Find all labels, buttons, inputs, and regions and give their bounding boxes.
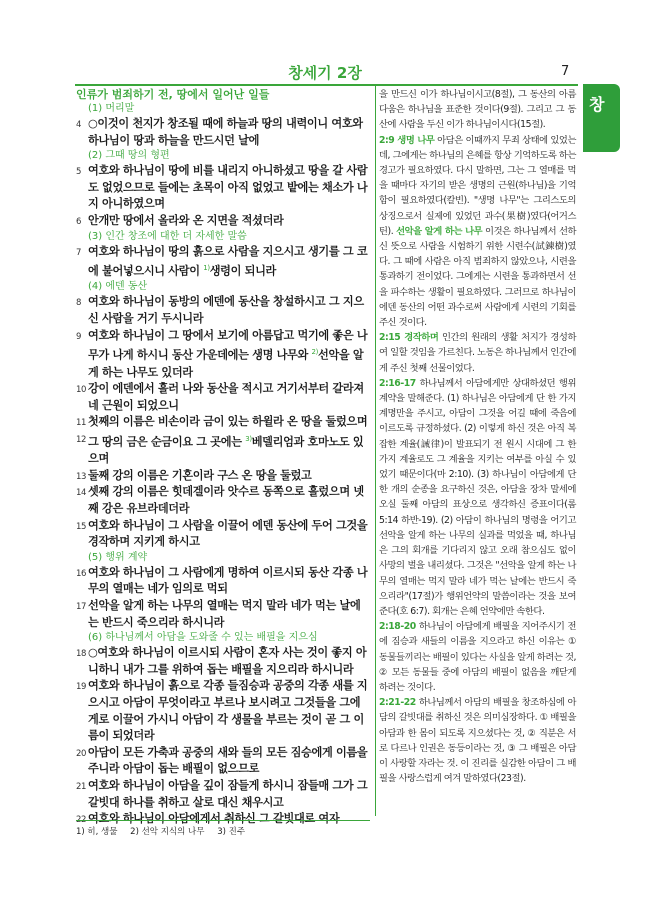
verse-text: 여호와 하나님이 동방의 에덴에 동산을 창설하시고 그 지으신 사람을 거기 두시니라 xyxy=(88,295,364,326)
verse-number: 17 xyxy=(76,602,87,613)
footnote: 1) 히, 생물 xyxy=(76,827,118,837)
verse-text: 둘째 강의 이름은 기혼이라 구스 온 땅을 둘렀고 xyxy=(88,468,312,482)
verse-number: 6 xyxy=(76,216,82,227)
verse-number: 13 xyxy=(76,471,87,482)
verse-7 xyxy=(76,244,370,281)
verse-number: 10 xyxy=(76,385,87,396)
verse-number: 16 xyxy=(76,568,87,579)
verse-13 xyxy=(76,468,370,485)
page-title: 창세기 2장 xyxy=(288,64,362,82)
verse-number: 14 xyxy=(76,488,87,499)
verse-text: 안개만 땅에서 올라와 온 지면을 적셨더라 xyxy=(88,213,284,227)
verse-14 xyxy=(76,484,370,517)
verse-21 xyxy=(76,778,370,811)
verse-17 xyxy=(76,598,370,631)
commentary-text: 하나님께서 아담에게만 상대하셨던 행위 계약을 말해준다. (1) 하나님은 아담에게 단 한 가지 계명만을 주시고, 아담이 그것을 어길 때에 죽음에 이르도록 규정하셨다. (2) 이렇게 하신 것은 아직 복잡한 계율(誡律)이 발표되기 전 원시 시대에 그 한 가지 계율로도 그 계율을 지키는 여부를 아실 수 있었기 때문이다(마 2:10). (3) 하나님이 아담에게 단 한 개의 순종을 요구하신 것은, 아담을 장차 말세에 오실 둘째 아담의 표상으로 생각하신 증표이다(롬 5:14 하반-19). (2) 아담이 하나님의 명령을 어기고 선악을 알게 하는 나무의 실과를 먹었을 때, 하나님은 그의 회개를 기다리지 않고 오래 참으심도 없이 사망의 벌을 내리셨다. 그것은 "선악을 알게 하는 나무의 열매는 먹지 말라 네가 먹는 날에는 반드시 죽으리라"(17절)가 행위언약의 말씀이라는 것을 보여준다(호 6:7). 회개는 은혜 언약에만 속한다. xyxy=(379,377,576,617)
verse-6 xyxy=(76,213,370,230)
commentary-column xyxy=(379,87,576,786)
footnote: 2) 선악 지식의 나무 xyxy=(130,827,205,837)
verse-text: 선악을 알게 하는 나무도 있더라 xyxy=(88,349,364,379)
commentary-heading: 2:18-20 xyxy=(379,621,416,633)
commentary-paragraph xyxy=(379,695,576,786)
commentary-paragraph xyxy=(379,376,576,619)
subheading: (4) 에덴 동산 xyxy=(88,281,148,293)
verse-text: 여호와 하나님이 아담을 깊이 잠들게 하시니 잠들매 그가 그 갈빗대 하나를 취하고 살로 대신 채우시고 xyxy=(88,778,368,809)
header-rule xyxy=(75,84,578,86)
commentary-text: 이것은 하나님께서 선하신 뜻으로 사람을 시험하기 위한 시련수(試鍊樹)였다. 그 때에 사람은 아직 범죄하지 않았으나, 시련을 통과하기 전이었다. 그에게는 시련을 통과하면서 선을 파수하는 생활이 필요하였다. 그러므로 하나님이 에덴 동산의 어떤 과수로써 사람에게 시련의 기회를 주신 것이다. xyxy=(379,225,577,329)
verse-19 xyxy=(76,678,370,744)
verse-number: 21 xyxy=(76,781,87,792)
footnote-marker[interactable]: 2) xyxy=(311,348,319,357)
verse-text: 첫째의 이름은 비손이라 금이 있는 하윌라 온 땅을 둘렀으며 xyxy=(88,415,368,429)
verse-number: 11 xyxy=(76,418,87,429)
verse-number: 12 xyxy=(76,434,87,445)
verse-text: 여호와 하나님이 땅에 비를 내리지 아니하셨고 땅을 갈 사람도 없었으므로 들에는 초목이 아직 없었고 밭에는 채소가 나지 아니하였으며 xyxy=(88,164,368,211)
verse-text: 여호와 하나님이 흙으로 각종 들짐승과 공중의 각종 새를 지으시고 아담이 무엇이라고 부르나 보시려고 그것들을 그에게로 이끌어 가시니 아담이 각 생물을 부르는 것이 곧 그 이름이 되었더라 xyxy=(88,679,368,743)
verse-11 xyxy=(76,414,370,431)
commentary-heading: 2:16-17 xyxy=(379,377,416,389)
verse-5 xyxy=(76,163,370,213)
verse-15 xyxy=(76,518,370,551)
verse-number: 4 xyxy=(76,120,82,130)
verse-text: 선악을 알게 하는 나무의 열매는 먹지 말라 네가 먹는 날에는 반드시 죽으리라 하시니라 xyxy=(88,599,361,629)
footnote-marker[interactable]: 3) xyxy=(245,434,252,443)
commentary-heading: 선악을 알게 하는 나무 xyxy=(396,225,483,237)
verse-text: 여호와 하나님이 아담에게서 취하신 그 갈빗대로 여자 xyxy=(88,812,340,826)
verse-text: 아담이 모든 가축과 공중의 새와 들의 모든 짐승에게 이름을 주니라 아담이 돕는 배필이 없으므로 xyxy=(88,745,368,776)
scripture-column xyxy=(76,87,370,828)
commentary-heading: 2:15 경작하며 xyxy=(379,332,439,344)
verse-text: ○여호와 하나님이 이르시되 사람이 혼자 사는 것이 좋지 아니하니 내가 그를 위하여 돕는 배필을 지으리라 하시니라 xyxy=(88,646,367,676)
verse-number: 22 xyxy=(76,815,87,826)
verse-10 xyxy=(76,381,370,414)
verse-number: 15 xyxy=(76,521,87,532)
verse-text: 생령이 되니라 xyxy=(209,264,277,278)
footnotes xyxy=(76,820,370,837)
verse-text: 그 땅의 금은 순금이요 그 곳에는 xyxy=(88,435,242,449)
verse-8 xyxy=(76,294,370,327)
verse-text: 여호와 하나님이 그 사람을 이끌어 에덴 동산에 두어 그것을 경작하며 지키게 하시고 xyxy=(88,518,368,549)
subheading: (3) 인간 창조에 대한 더 자세한 말씀 xyxy=(88,230,247,242)
subheading: (2) 그때 땅의 형편 xyxy=(88,150,170,162)
column-divider xyxy=(375,86,376,816)
verse-16 xyxy=(76,565,370,598)
section-title: 인류가 범죄하기 전, 땅에서 일어난 일들 xyxy=(76,88,270,101)
verse-number: 7 xyxy=(76,247,82,258)
subheading: (5) 행위 계약 xyxy=(88,551,148,563)
page-number: 7 xyxy=(561,64,570,79)
footnote: 3) 진주 xyxy=(217,827,246,837)
commentary-text: 하나님이 아담에게 배필을 지어주시기 전에 짐승과 새들의 이름을 지으라고 하신 이유는 ① 동물들끼리는 배필이 있다는 사실을 알게 하려는 것, ② 모든 동물들 중에 아담의 배필이 없음을 깨닫게 하려는 것이다. xyxy=(379,621,576,693)
verse-20 xyxy=(76,745,370,778)
verse-number: 9 xyxy=(76,331,82,342)
verse-number: 8 xyxy=(76,298,82,309)
subheading: (1) 머리말 xyxy=(88,103,135,114)
footnote-marker[interactable]: 1) xyxy=(203,264,210,273)
commentary-text: 아담은 이때까지 무죄 상태에 있었는데, 그에게는 하나님의 은혜를 항상 기억하도록 하는 경고가 필요하였다. 다시 말하면, 그는 그 열매를 먹을 때마다 자기의 받은 생명의 근원(하나님)을 기억함이 필요하였다(칼빈). "생명 나무"는 그리스도의 상징으로서 실제에 있었던 과수(果樹)였다(어거스틴). xyxy=(379,134,576,237)
commentary-paragraph xyxy=(379,619,576,695)
verse-number: 5 xyxy=(76,167,82,178)
book-tab xyxy=(583,84,620,152)
commentary-paragraph: 을 만드신 이가 하나님이시고(8절), 그 동산의 아름다움은 하나님을 표준한 것이다(9절). 그리고 그 동산에 사람을 두신 이가 하나님이시다(15절). xyxy=(379,89,576,131)
commentary-heading: 2:21-22 xyxy=(379,697,416,709)
verse-number: 19 xyxy=(76,682,87,693)
verse-9 xyxy=(76,328,370,382)
commentary-paragraph xyxy=(379,133,576,331)
verse-18 xyxy=(76,645,370,678)
subheading: (6) 하나님께서 아담을 도와줄 수 있는 배필을 지으심 xyxy=(88,632,318,644)
book-tab-label: 창 xyxy=(589,95,605,114)
verse-number: 20 xyxy=(76,748,87,759)
verse-text: ○이것이 천지가 창조될 때에 하늘과 땅의 내력이니 여호와 하나님이 땅과 하늘을 만드시던 날에 xyxy=(88,117,363,147)
commentary-heading: 2:9 생명 나무 xyxy=(379,134,435,146)
verse-text: 강이 에덴에서 흘러 나와 동산을 적시고 거기서부터 갈라져 네 근원이 되었으니 xyxy=(88,382,364,412)
commentary-text: 인간의 원래의 생활 처지가 경성하여 일할 것임을 가르친다. 노동은 하나님께서 인간에게 주신 첫째 선물이었다. xyxy=(379,332,576,374)
verse-text: 여호와 하나님이 그 사람에게 명하여 이르시되 동산 각종 나무의 열매는 네가 임의로 먹되 xyxy=(88,565,368,596)
verse-text: 셋째 강의 이름은 힛데겔이라 앗수르 동쪽으로 흘렀으며 넷째 강은 유브라데더라 xyxy=(88,485,364,516)
verse-12 xyxy=(76,431,370,468)
verse-text: 여호와 하나님이 그 땅에서 보기에 아름답고 먹기에 좋은 나무가 나게 하시니 동산 가운데에는 생명 나무와 xyxy=(88,328,368,362)
commentary-text: 하나님께서 아담의 배필을 창조하심에 아담의 갈빗대를 취하신 것은 의미심장하다. ① 배필을 아담과 한 몸이 되도록 지으셨다는 것, ② 직분은 서로 다르나 인권은 동등이라는 것, ③ 그 배필은 아담이 사랑할 자라는 것. 이 진리를 실감한 아담이 그 배필을 사랑스럽게 여겨 말하였다(23절). xyxy=(379,697,576,785)
verse-number: 18 xyxy=(76,649,87,660)
commentary-paragraph xyxy=(379,330,576,376)
verse-text: 베델리엄과 호마노도 있으며 xyxy=(88,435,364,466)
verse-text: 여호와 하나님이 땅의 흙으로 사람을 지으시고 생기를 그 코에 불어넣으시니 사람이 xyxy=(88,244,368,278)
verse-4 xyxy=(76,116,370,149)
